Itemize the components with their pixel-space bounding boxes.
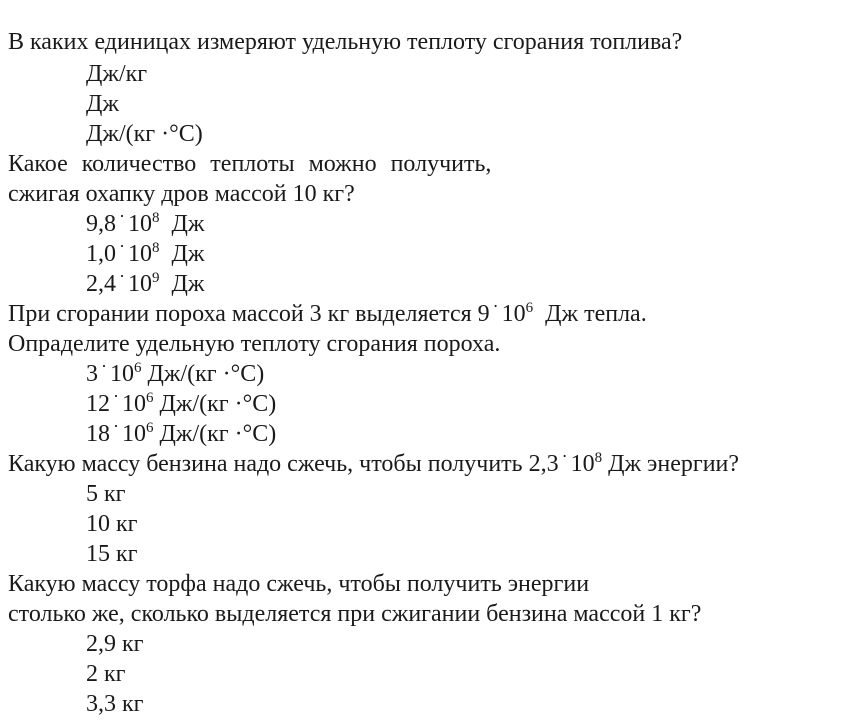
question-3-text-line1 [8,296,647,329]
answer-2b [86,236,205,269]
answer-2c-mantissa: 2,4 [86,271,116,297]
answer-3a-base: 10 [110,361,134,387]
question-2-text-line1: Какое количество теплоты можно получить, [8,151,492,177]
answer-2b-base: 10 [128,241,152,267]
answer-2a-unit: Дж [171,211,205,237]
answer-1c: Дж/(кг ·°С) [86,121,203,147]
answer-3c-unit: Дж/(кг ·°С) [159,421,277,447]
answer-2b-exponent: 8 [152,240,160,256]
answer-5a: 2,9 кг [86,631,144,657]
answer-1a: Дж/кг [86,61,148,87]
multiply-dot: · [113,416,119,436]
question-4-exponent: 8 [594,450,603,466]
question-3-base: 10 [501,301,526,327]
answer-2c-unit: Дж [171,271,205,297]
answer-2c [86,266,205,299]
question-5-text-line2: столько же, сколько выделяется при сжигании бензина массой 1 кг? [8,601,702,627]
multiply-dot: · [119,206,125,226]
question-4-pre: Какую массу бензина надо сжечь, чтобы получить 2,3 [8,451,559,477]
question-3-pre: При сгорании пороха массой 3 кг выделяется 9 [8,301,490,327]
answer-3c-base: 10 [122,421,146,447]
answer-4c: 15 кг [86,541,138,567]
answer-3c-exponent: 6 [146,420,154,436]
answer-3b-base: 10 [122,391,146,417]
answer-2b-mantissa: 1,0 [86,241,116,267]
answer-2c-base: 10 [128,271,152,297]
answer-4b: 10 кг [86,511,138,537]
answer-3a-mantissa: 3 [86,361,98,387]
answer-2a-base: 10 [128,211,152,237]
answer-3b-unit: Дж/(кг ·°С) [159,391,277,417]
multiply-dot: · [561,446,568,466]
question-4-post: Дж энергии? [608,451,740,477]
answer-3c [86,416,277,449]
question-5-text-line1: Какую массу торфа надо сжечь, чтобы получить энергии [8,571,590,597]
answer-5c: 3,3 кг [86,691,144,717]
question-4-base: 10 [570,451,595,477]
answer-3c-mantissa: 18 [86,421,110,447]
question-3-post: Дж тепла. [545,301,647,327]
multiply-dot: · [119,236,125,256]
answer-3b-mantissa: 12 [86,391,110,417]
multiply-dot: · [101,356,107,376]
multiply-dot: · [113,386,119,406]
question-4-text [8,446,740,479]
answer-2c-exponent: 9 [152,270,160,286]
multiply-dot: · [119,266,125,286]
question-2-text-line2: сжигая охапку дров массой 10 кг? [8,181,355,207]
answer-4a: 5 кг [86,481,126,507]
multiply-dot: · [492,296,499,316]
question-3-text-line2: Опраделите удельную теплоту сгорания пороха. [8,331,501,357]
answer-2a-exponent: 8 [152,210,160,226]
answer-3a-exponent: 6 [134,360,142,376]
answer-1b: Дж [86,91,119,117]
answer-2a-mantissa: 9,8 [86,211,116,237]
answer-3b-exponent: 6 [146,390,154,406]
answer-2b-unit: Дж [171,241,205,267]
question-1-text: В каких единицах измеряют удельную теплоту сгорания топлива? [8,29,683,55]
answer-3a-unit: Дж/(кг ·°С) [147,361,265,387]
answer-2a [86,206,205,239]
answer-5b: 2 кг [86,661,126,687]
question-3-exponent: 6 [525,300,534,316]
